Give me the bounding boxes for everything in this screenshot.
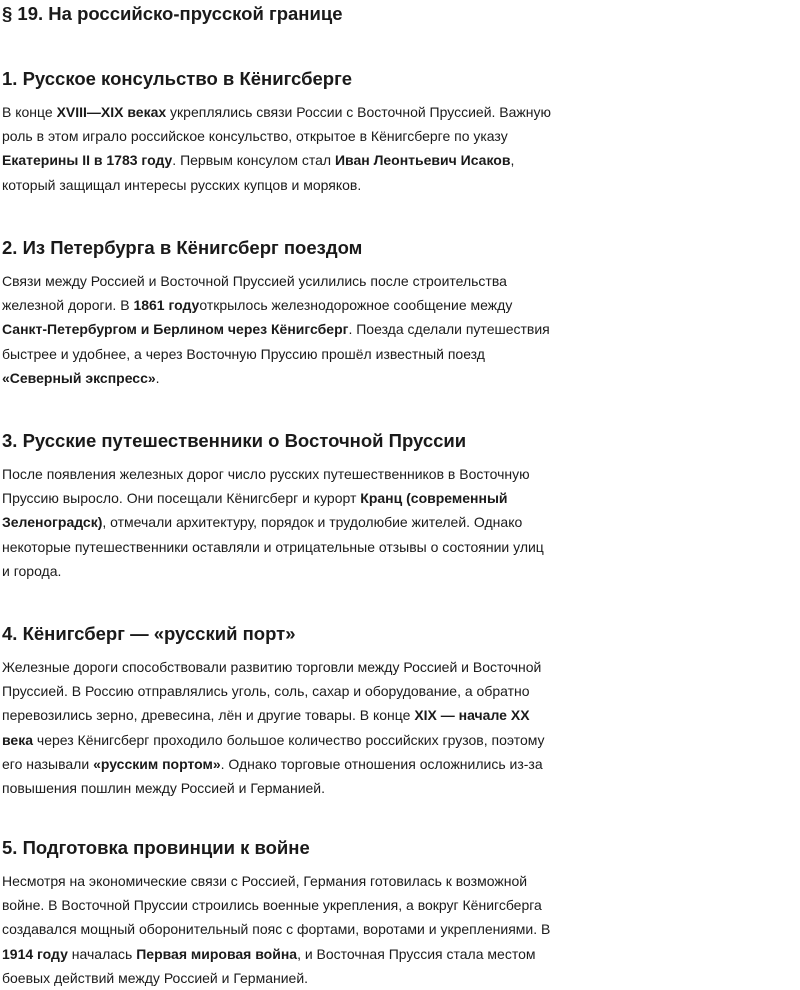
paragraph-line <box>2 559 800 583</box>
text-run: Железные дороги способствовали развитию торговли между Россией и Восточной <box>2 659 542 675</box>
text-run: открылось железнодорожное сообщение между <box>199 297 513 314</box>
bold-text: «Северный экспресс» <box>2 369 156 386</box>
section-paragraph <box>2 462 800 583</box>
text-run: который защищал интересы русских купцов и моряков. <box>2 176 362 193</box>
bold-text: Санкт-Петербургом и Берлином через Кёнигсберг <box>2 321 349 338</box>
section-consulate <box>2 66 800 197</box>
bold-text: Иван Леонтьевич Исаков <box>334 152 511 169</box>
section-heading: 5. Подготовка провинции к войне <box>2 837 310 858</box>
bold-text: Первая мировая война <box>136 945 298 962</box>
paragraph-line <box>2 776 800 800</box>
paragraph-line <box>2 366 800 390</box>
text-run: Пруссией. В Россию отправлялись уголь, соль, сахар и оборудование, а обратно <box>2 683 530 700</box>
paragraph-line <box>2 535 800 559</box>
page-title: § 19. На российско-прусской границе <box>2 3 343 24</box>
paragraph-line <box>2 752 800 776</box>
section-paragraph <box>2 655 800 800</box>
paragraph-line <box>2 486 800 510</box>
paragraph-line <box>2 100 800 124</box>
bold-text: Екатерины II в 1783 году <box>2 152 173 169</box>
section-travellers <box>2 428 800 583</box>
paragraph-line <box>2 655 800 679</box>
section-heading: 2. Из Петербурга в Кёнигсберг поездом <box>2 237 363 258</box>
section-war-preparation <box>2 835 800 990</box>
paragraph-line <box>2 893 800 917</box>
text-run: быстрее и удобнее, а через Восточную Пруссию прошёл известный поезд <box>2 345 485 362</box>
paragraph-line <box>2 269 800 293</box>
text-run: его называли <box>2 755 94 772</box>
text-run: После появления железных дорог число русских путешественников в Восточную <box>2 466 530 482</box>
paragraph-line <box>2 173 800 197</box>
text-run: . Однако торговые отношения осложнились из-за <box>220 755 543 772</box>
section-heading: 1. Русское консульство в Кёнигсберге <box>2 68 353 89</box>
text-run: повышения пошлин между Россией и Германией. <box>2 779 326 796</box>
text-run: создавался мощный оборонительный пояс с фортами, воротами и укреплениями. В <box>2 921 551 938</box>
section-paragraph <box>2 100 800 197</box>
text-run: перевозились зерно, древесина, лён и другие товары. В конце <box>2 707 415 724</box>
text-run: началась <box>67 945 137 962</box>
text-run: роль в этом играло российское консульство, открытое в Кёнигсберге по указу <box>2 128 508 145</box>
bold-text: Зеленоградск) <box>2 514 103 531</box>
text-run: , <box>510 152 515 169</box>
paragraph-line <box>2 124 800 148</box>
bold-text: «русским портом» <box>93 755 221 772</box>
text-run: Несмотря на экономические связи с Россией, Германия готовилась к возможной <box>2 873 528 889</box>
section-paragraph <box>2 869 800 990</box>
text-run: . Поезда сделали путешествия <box>348 321 550 338</box>
paragraph-line <box>2 679 800 703</box>
paragraph-line <box>2 148 800 172</box>
text-run: укреплялись связи России с Восточной Пруссией. Важную <box>166 104 552 120</box>
section-heading: 3. Русские путешественники о Восточной Пруссии <box>2 430 467 451</box>
paragraph-line <box>2 510 800 534</box>
bold-text: века <box>2 731 34 748</box>
paragraph-line <box>2 917 800 941</box>
paragraph-line <box>2 703 800 727</box>
text-run: . Первым консулом стал <box>172 152 335 169</box>
text-run: некоторые путешественники оставляли и отрицательные отзывы о состоянии улиц <box>2 538 544 555</box>
bold-text: XIX — начале XX <box>414 707 530 724</box>
paragraph-line <box>2 942 800 966</box>
text-run: В конце <box>2 104 57 120</box>
text-run: железной дороги. В <box>2 297 134 314</box>
text-run: и города. <box>2 562 62 579</box>
paragraph-line <box>2 293 800 317</box>
paragraph-line <box>2 728 800 752</box>
paragraph-line <box>2 462 800 486</box>
section-heading: 4. Кёнигсберг — «русский порт» <box>2 623 296 644</box>
bold-text: 1914 году <box>2 945 68 962</box>
paragraph-line <box>2 869 800 893</box>
text-run: Связи между Россией и Восточной Пруссией усилились после строительства <box>2 273 507 289</box>
text-run: . <box>155 369 160 386</box>
paragraph-line <box>2 317 800 341</box>
section-paragraph <box>2 269 800 390</box>
text-run: , отмечали архитектуру, порядок и трудолюбие жителей. Однако <box>102 514 523 531</box>
bold-text: Кранц (современный <box>360 490 508 507</box>
text-run: боевых действий между Россией и Германией. <box>2 969 309 986</box>
text-run: , и Восточная Пруссия стала местом <box>297 945 536 962</box>
paragraph-line <box>2 342 800 366</box>
bold-text: XVIII—XIX веках <box>56 104 167 120</box>
paragraph-line <box>2 966 800 990</box>
section-railway <box>2 235 800 390</box>
text-run: войне. В Восточной Пруссии строились военные укрепления, а вокруг Кёнигсберга <box>2 897 542 914</box>
text-run: Пруссию выросло. Они посещали Кёнигсберг и курорт <box>2 490 361 507</box>
text-run: через Кёнигсберг проходило большое количество российских грузов, поэтому <box>33 731 545 748</box>
bold-text: 1861 году <box>133 297 200 314</box>
section-russian-port <box>2 621 800 800</box>
